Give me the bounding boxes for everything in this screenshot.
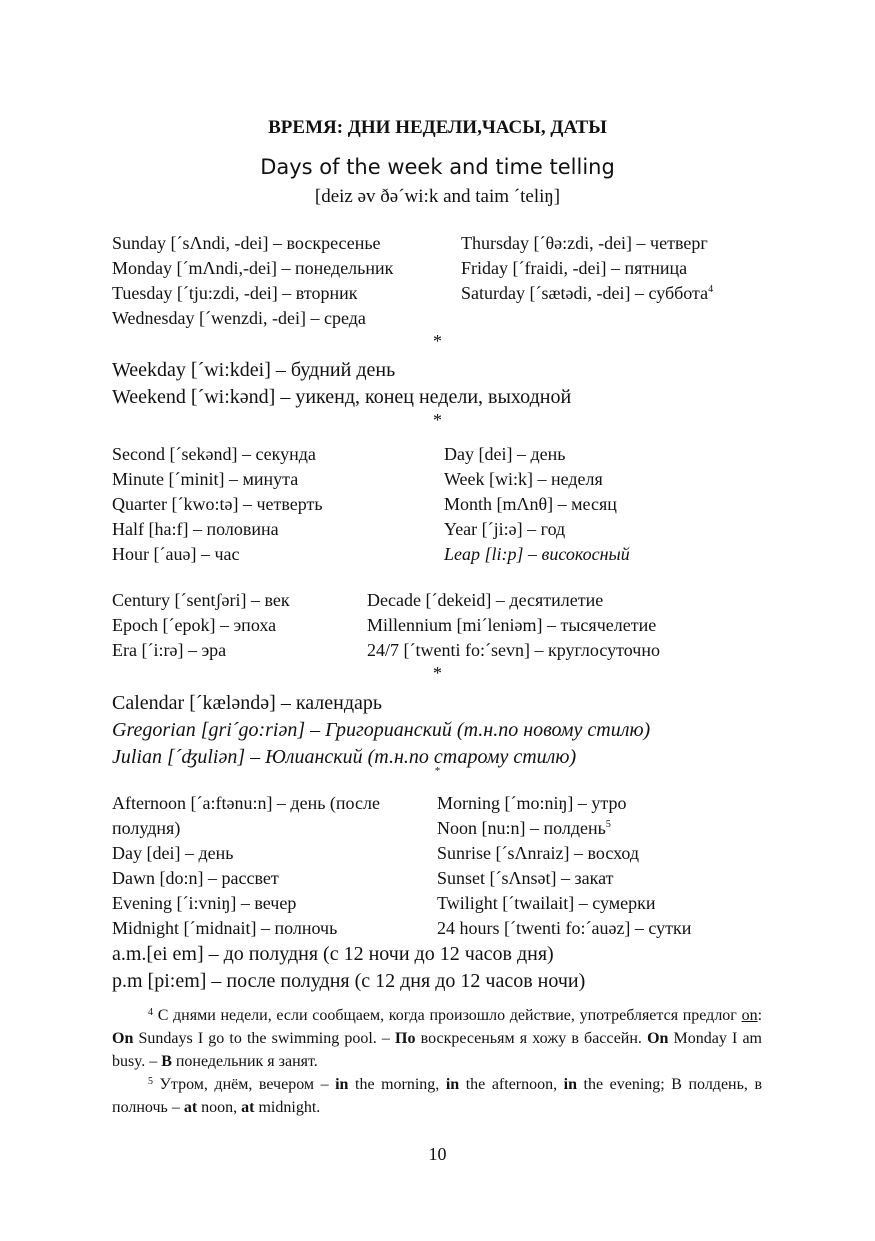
page-title: ВРЕМЯ: ДНИ НЕДЕЛИ,ЧАСЫ, ДАТЫ xyxy=(268,117,607,138)
era-item: Epoch [´epok] – эпоха xyxy=(112,615,277,635)
day-part-item: Afternoon [´a:ftənu:n] – день (после xyxy=(112,793,380,813)
day-item: Wednesday [´wenzdi, -dei] – среда xyxy=(112,308,366,328)
day-item-text: Saturday [´sætədi, -dei] – суббота xyxy=(461,283,709,303)
day-part-item: Midnight [´midnait] – полночь xyxy=(112,918,338,938)
separator: * xyxy=(433,410,442,430)
day-part-item: Sunrise [´sΛnraiz] – восход xyxy=(437,843,640,863)
day-part-item: Sunset [´sΛnsət] – закат xyxy=(437,868,614,888)
day-part-item-noon xyxy=(437,816,691,841)
footnotes xyxy=(112,1004,762,1119)
day-item: Tuesday [´tju:zdi, -dei] – вторник xyxy=(112,283,358,303)
day-part-item: Day [dei] – день xyxy=(112,843,234,863)
ampm-list xyxy=(112,941,585,995)
day-item: Friday [´fraidi, -dei] – пятница xyxy=(461,258,688,278)
unit-item-leap: Leap [li:p] – високосный xyxy=(444,544,630,564)
calendar-item-julian: Julian [´ʤuliən] – Юлианский (т.н.по старому стилю) xyxy=(112,746,577,768)
day-part-item: Twilight [´twailait] – сумерки xyxy=(437,893,656,913)
unit-item: Day [dei] – день xyxy=(444,444,566,464)
subtitle-transcription: [deiz əv ðə´wi:k and taim ´teliŋ] xyxy=(314,186,561,207)
day-part-item: 24 hours [´twenti fo:´auəz] – сутки xyxy=(437,918,692,938)
page-number: 10 xyxy=(428,1144,447,1164)
unit-item: Quarter [´kwo:tə] – четверть xyxy=(112,494,323,514)
era-item: Century [´sentʃəri] – век xyxy=(112,590,290,610)
separator: * xyxy=(434,765,441,777)
era-item: Millennium [mi´leniəm] – тысячелетие xyxy=(367,615,657,635)
am-item: a.m.[ei em] – до полудня (с 12 ночи до 12 часов дня) xyxy=(112,943,554,965)
weekday-item: Weekday [´wi:kdei] – будний день xyxy=(112,359,396,381)
unit-item: Week [wi:k] – неделя xyxy=(444,469,603,489)
calendar-list xyxy=(112,690,650,771)
page-subtitle: Days of the week and time telling xyxy=(260,155,615,179)
pm-item: p.m [pi:em] – после полудня (с 12 дня до 12 часов ночи) xyxy=(112,970,586,992)
weekend-item: Weekend [´wi:kənd] – уикенд, конец недели, выходной xyxy=(112,386,572,408)
weekday-list xyxy=(112,357,571,411)
separator: * xyxy=(433,663,442,683)
day-parts-right xyxy=(437,791,691,941)
footnote-ref: 4 xyxy=(708,284,714,295)
day-part-item: Dawn [do:n] – рассвет xyxy=(112,868,279,888)
era-item: Decade [´dekeid] – десятилетие xyxy=(367,590,604,610)
era-item: 24/7 [´twenti fo:´sevn] – круглосуточно xyxy=(367,640,660,660)
eras-list-left xyxy=(112,588,290,663)
day-part-item: Evening [´i:vniŋ] – вечер xyxy=(112,893,297,913)
footnote-mark: 4 xyxy=(148,1007,153,1018)
day-item: Monday [´mΛndi,-dei] – понедельник xyxy=(112,258,394,278)
calendar-item: Calendar [´kæləndə] – календарь xyxy=(112,692,383,714)
unit-item: Minute [´minit] – минута xyxy=(112,469,299,489)
days-list-right xyxy=(461,231,713,306)
units-list-right xyxy=(444,442,630,567)
calendar-item-gregorian: Gregorian [gri´go:riən] – Григорианский (т.н.по новому стилю) xyxy=(112,719,651,741)
footnote-4: $^4$ С днями недели, если сообщаем, когда произошло действие, употребляется предлог on: On Sundays I go to the swimming pool. – По воскресеньям я хожу в бассейн. On Monday I am busy. – В понедельник я занят. xyxy=(112,1007,763,1070)
day-part-item: Morning [´mo:niŋ] – утро xyxy=(437,793,627,813)
day-part-item: полудня) xyxy=(112,818,181,838)
day-part-text: Noon [nu:n] – полдень xyxy=(437,818,606,838)
day-item: Sunday [´sΛndi, -dei] – воскресенье xyxy=(112,233,381,253)
separator: * xyxy=(433,331,442,351)
unit-item: Second [´sekənd] – секунда xyxy=(112,444,316,464)
day-parts-left xyxy=(112,791,380,941)
unit-item: Year [´ji:ə] – год xyxy=(444,519,566,539)
day-item-saturday xyxy=(461,281,713,306)
footnote-5: $^5$ Утром, днём, вечером – in the morning, in the afternoon, in the evening; В полдень, в полночь – at noon, at midnight. xyxy=(112,1076,762,1116)
days-list-left xyxy=(112,231,393,331)
footnote-ref: 5 xyxy=(605,819,611,830)
era-item: Era [´i:rə] – эра xyxy=(112,640,227,660)
unit-item: Half [ha:f] – половина xyxy=(112,519,279,539)
units-list-left xyxy=(112,442,323,567)
eras-list-right xyxy=(367,588,660,663)
unit-item: Hour [´auə] – час xyxy=(112,544,240,564)
day-item: Thursday [´θə:zdi, -dei] – четверг xyxy=(461,233,708,253)
unit-item: Month [mΛnθ] – месяц xyxy=(444,494,617,514)
footnote-mark: 5 xyxy=(148,1076,153,1087)
